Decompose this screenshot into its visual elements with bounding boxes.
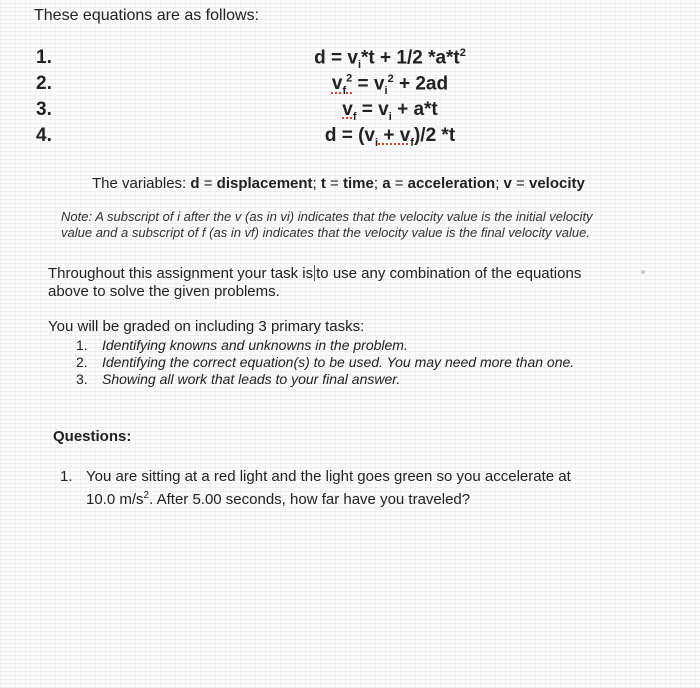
equation-3: $v_f = v_i + a*t$ <box>342 99 438 123</box>
equation-4: $d = (v_i + v_f)/2$ *t <box>324 125 456 149</box>
variables-line: The variables: d = displacement; t = time; a = acceleration; v = velocity <box>92 175 585 192</box>
grading-intro: You will be graded on including 3 primary tasks: <box>48 318 365 335</box>
list-item: 2. Identifying the correct equation(s) to be used. You may need more than one. <box>76 354 575 370</box>
note-line: Note: A subscript of i after the v (as in vi) indicates that the velocity value is the initial velocity <box>61 209 593 224</box>
equation-2: $v_f^2 = v_i^2 + 2ad$ <box>331 73 449 98</box>
list-item: 3. Showing all work that leads to your final answer. <box>76 371 401 387</box>
note-line: value and a subscript of f (as in vf) indicates that the velocity value is the final velocity value. <box>61 225 590 240</box>
subscript-note <box>61 209 593 241</box>
grading-list <box>76 337 574 388</box>
list-item: 1. Identifying knowns and unknowns in the problem. <box>76 337 408 353</box>
questions-heading: Questions: <box>53 428 132 445</box>
equation-number: 4. <box>36 125 52 146</box>
assignment-paragraph: Throughout this assignment your task is to use any combination of the equations above to solve the given problems. <box>48 265 582 300</box>
equation-1: $d = v_i*t + 1/2$ $*a*t^2$ <box>314 47 466 72</box>
equation-number: 2. <box>36 73 52 94</box>
intro-text: These equations are as follows: <box>34 7 260 24</box>
text-cursor-icon <box>314 265 315 281</box>
question-1: 1. You are sitting at a red light and the light goes green so you accelerate at 10.0 $m/s^2$. After 5.00 seconds, how far have you traveled? <box>60 468 571 508</box>
equation-number: 1. <box>36 47 52 68</box>
equation-number: 3. <box>36 99 52 120</box>
bullet-dot <box>641 270 645 274</box>
